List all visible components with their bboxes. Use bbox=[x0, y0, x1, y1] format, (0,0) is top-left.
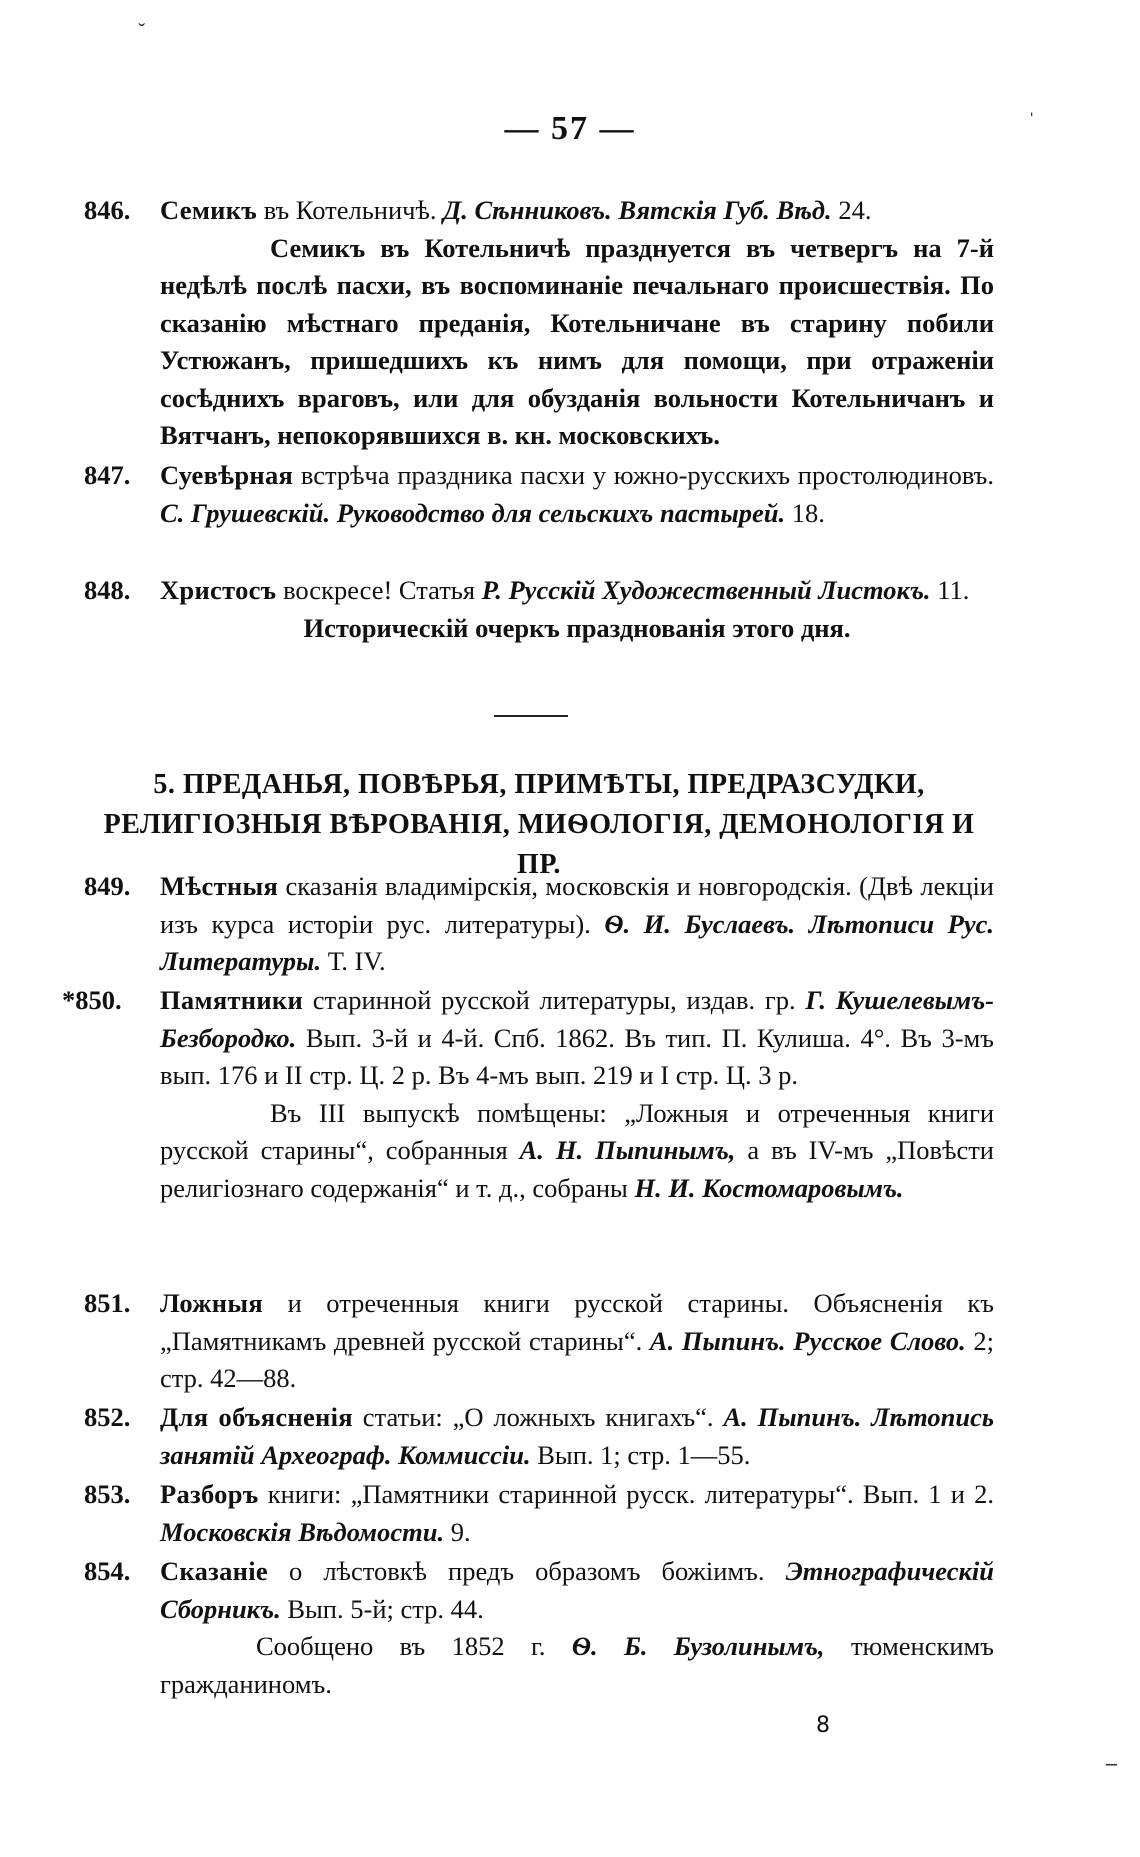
entry-author: Г. Кушелевымъ-Безбородко. bbox=[160, 985, 994, 1053]
entry-citation bbox=[160, 1399, 994, 1474]
entry-text: статьи: „О ложныхъ книгахъ“. bbox=[352, 1402, 724, 1432]
entry-text: сказанія владимірскія, московскія и новгородскія. (Двѣ лекціи изъ курса исторіи рус. литературы). bbox=[160, 871, 994, 939]
note-text: Въ III выпускѣ помѣщены: „Ложныя и отреченныя книги русской старины“, собранныя bbox=[160, 1097, 994, 1165]
entry-author: Р. bbox=[481, 575, 502, 605]
entry-text: о лѣстовкѣ предъ образомъ божіимъ. bbox=[267, 1556, 786, 1586]
section-heading: 5. ПРЕДАНЬЯ, ПОВѢРЬЯ, ПРИМѢТЫ, ПРЕДРАЗСУДКИ, РЕЛИГІОЗНЫЯ ВѢРОВАНІЯ, МИѲОЛОГІЯ, ДЕМОНОЛОГІЯ И ПР. bbox=[103, 769, 975, 880]
entry-note: Историческій очеркъ празднованія этого дня. bbox=[303, 612, 851, 643]
entry-source: Лѣтопись занятій Археограф. Коммиссіи. bbox=[160, 1402, 995, 1470]
entry-number: 849. bbox=[84, 871, 131, 901]
scan-speck: ˈ bbox=[1028, 108, 1036, 133]
entry-citation bbox=[160, 1476, 994, 1551]
entry-854 bbox=[84, 1553, 994, 1703]
entry-citation bbox=[160, 457, 994, 532]
entry-source: Этнографическій Сборникъ. bbox=[160, 1556, 994, 1624]
entry-846 bbox=[84, 192, 994, 455]
entry-number: 851. bbox=[84, 1288, 131, 1318]
entry-number: *850. bbox=[62, 985, 122, 1015]
entry-source: Лѣтописи Рус. Литературы. bbox=[160, 908, 994, 976]
entry-note: Семикъ въ Котельничѣ празднуется въ четвергъ на 7-й недѣлѣ послѣ пасхи, въ воспоминаніе печальнаго происшествія. По сказанію мѣстнаго преданія, Котельничане въ старину побили Устюжанъ, пришедшихъ къ нимъ для помощи, при отраженіи сосѣднихъ враговъ, или для обузданія вольности Котельничанъ и Вятчанъ, непокорявшихся в. кн. московскихъ. bbox=[160, 232, 994, 450]
entry-citation bbox=[160, 982, 994, 1095]
entry-author: Ѳ. И. Буслаевъ. bbox=[604, 908, 796, 939]
note-text: тюменскимъ гражданиномъ. bbox=[160, 1631, 994, 1699]
entry-author: Д. Сѣнниковъ. bbox=[443, 195, 612, 225]
entry-citation bbox=[160, 868, 994, 981]
entry-tail: Вып. 5-й; стр. 44. bbox=[280, 1593, 484, 1624]
page-number: — 57 — bbox=[504, 110, 636, 147]
entry-850 bbox=[62, 982, 994, 1207]
scan-speck: – bbox=[1106, 1750, 1117, 1775]
signature-mark: 8 bbox=[816, 1713, 830, 1738]
entry-853 bbox=[84, 1476, 994, 1551]
entry-title: Мѣстныя bbox=[160, 871, 279, 901]
entry-source: Русскій Художественный Листокъ. bbox=[501, 575, 931, 605]
entry-tail: Вып. 3-й и 4-й. Спб. 1862. Въ тип. П. Кулиша. 4°. Въ 3-мъ вып. 176 и II стр. Ц. 2 р. Въ 4-мъ вып. 219 и I стр. Ц. 3 р. bbox=[160, 1022, 994, 1090]
entry-text: и отреченныя книги русской старины. Объясненія къ „Памятникамъ древней русской старины“. bbox=[160, 1288, 994, 1356]
entry-number: 852. bbox=[84, 1402, 131, 1432]
note-author: Н. И. Костомаровымъ. bbox=[634, 1172, 904, 1203]
entry-source: Вятскія Губ. Вѣд. bbox=[611, 195, 832, 225]
entry-source: Русское Слово. bbox=[785, 1325, 966, 1356]
entry-848 bbox=[84, 572, 994, 647]
entry-text: старинной русской литературы, издав. гр. bbox=[303, 985, 806, 1015]
entry-tail: 9. bbox=[444, 1516, 471, 1547]
entry-citation bbox=[160, 192, 994, 230]
section-divider bbox=[494, 715, 568, 717]
entry-number: 846. bbox=[84, 195, 131, 225]
entry-851 bbox=[84, 1285, 994, 1398]
entry-number: 854. bbox=[84, 1556, 131, 1586]
entry-text: книги: „Памятники старинной русск. литературы“. Вып. 1 и 2. bbox=[258, 1479, 994, 1509]
entry-title: Семикъ bbox=[160, 195, 258, 225]
entry-text: воскресе! Статья bbox=[276, 575, 482, 605]
entry-title: Для объясненія bbox=[160, 1402, 353, 1432]
entry-852 bbox=[84, 1399, 994, 1474]
entry-number: 853. bbox=[84, 1479, 131, 1509]
scan-speck: ˘ bbox=[138, 18, 146, 43]
note-author: Ѳ. Б. Бузолинымъ, bbox=[571, 1631, 825, 1661]
entry-text: въ Котельничѣ. bbox=[257, 195, 444, 225]
entry-author: С. Грушевскій. bbox=[160, 497, 331, 528]
entry-tail: 18. bbox=[785, 497, 825, 528]
entry-number: 847. bbox=[84, 460, 131, 490]
entry-note bbox=[160, 1095, 994, 1208]
entry-title: Сказаніе bbox=[160, 1556, 268, 1586]
entry-849 bbox=[84, 868, 994, 981]
note-text: Сообщено въ 1852 г. bbox=[256, 1631, 572, 1661]
note-author: А. Н. Пыпинымъ, bbox=[519, 1135, 736, 1165]
entry-title: Суевѣрная bbox=[160, 460, 294, 490]
entry-text: встрѣча праздника пасхи у южно-русскихъ простолюдиновъ. bbox=[293, 460, 994, 490]
entry-title: Христосъ bbox=[160, 575, 277, 605]
entry-tail: 24. bbox=[831, 195, 872, 225]
entry-source: Руководство для сельскихъ пастырей. bbox=[330, 497, 786, 528]
entry-tail: 2; стр. 42—88. bbox=[160, 1325, 994, 1393]
note-text: а въ IV-мъ „Повѣсти религіознаго содержанія“ и т. д., собраны bbox=[160, 1135, 994, 1203]
entry-847 bbox=[84, 457, 994, 532]
entry-title: Ложныя bbox=[160, 1288, 263, 1318]
entry-citation bbox=[160, 1285, 994, 1398]
entry-number: 848. bbox=[84, 575, 131, 605]
entry-citation bbox=[160, 572, 994, 610]
entry-author: А. Пыпинъ. bbox=[649, 1325, 786, 1356]
entry-tail: Вып. 1; стр. 1—55. bbox=[530, 1439, 751, 1470]
entry-title: Памятники bbox=[160, 985, 304, 1015]
entry-citation bbox=[160, 1553, 994, 1628]
entry-source: Московскія Вѣдомости. bbox=[160, 1516, 445, 1547]
entry-author: А. Пыпинъ. bbox=[723, 1402, 862, 1432]
entry-title: Разборъ bbox=[160, 1479, 259, 1509]
entry-note bbox=[160, 1628, 994, 1703]
entry-tail: 11. bbox=[930, 575, 970, 605]
entry-tail: Т. IV. bbox=[321, 946, 386, 976]
